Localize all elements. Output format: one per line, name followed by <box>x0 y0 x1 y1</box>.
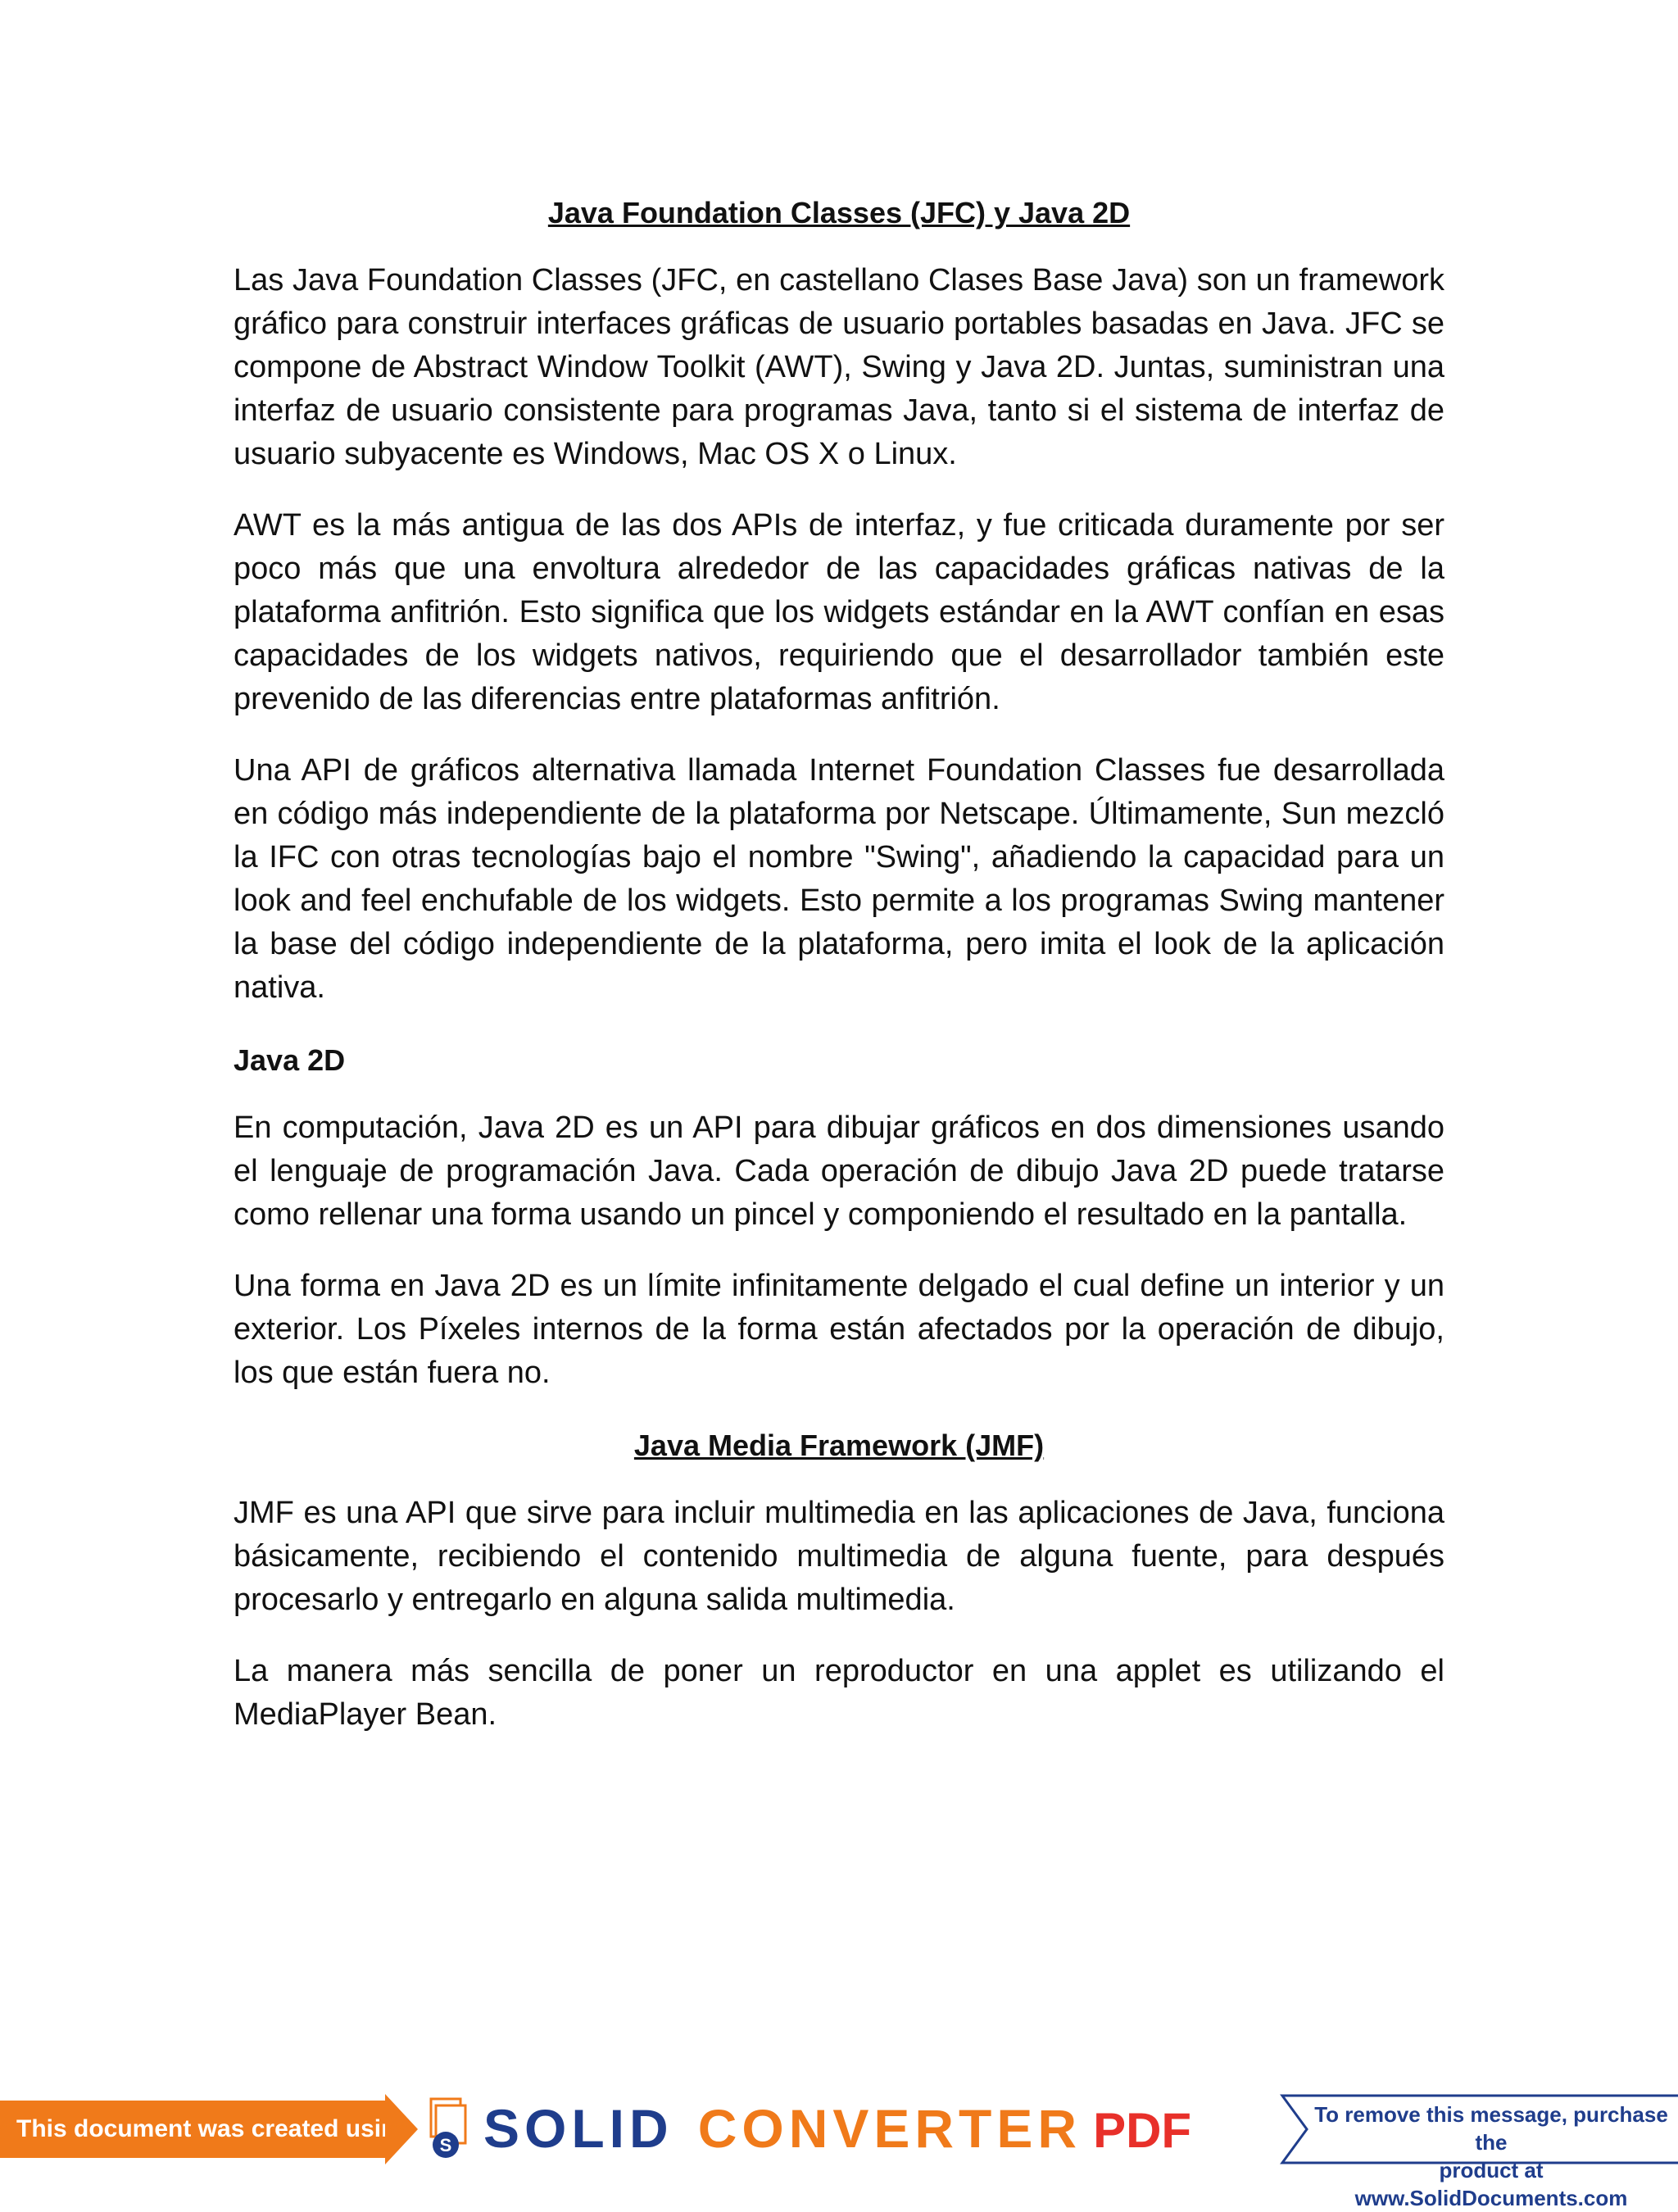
subheading-java-2d: Java 2D <box>234 1043 346 1077</box>
paragraph-java2d-shape: Una forma en Java 2D es un límite infinitamente delgado el cual define un interior y un exterior. Los Píxeles internos de la forma están afectados por la operación de dibujo, los que están fuera no. <box>234 1269 1444 1390</box>
solid-converter-pdf-logo <box>483 2096 1191 2161</box>
banner-created-using: This document was created using <box>0 2101 385 2158</box>
brand-pdf: PDF <box>1093 2103 1192 2158</box>
paragraph-jmf-intro: JMF es una API que sirve para incluir multimedia en las aplicaciones de Java, funciona básicamente, recibiendo el contenido multimedia de alguna fuente, para después procesarlo y entregarlo en alguna salida multimedia. <box>234 1496 1444 1617</box>
section-heading-jfc: Java Foundation Classes (JFC) y Java 2D <box>547 196 1131 229</box>
paragraph-awt: AWT es la más antigua de las dos APIs de interfaz, y fue criticada duramente por ser poco más que una envoltura alrededor de las capacidades gráficas nativas de la plataforma anfitrión. Esto significa que los widgets estándar en la AWT confían en esas capacidades de los widgets nativos, requiriendo que el desarrollador también este prevenido de las diferencias entre plataformas anfitrión. <box>234 508 1444 716</box>
brand-solid: SOLID <box>483 2098 673 2159</box>
purchase-message[interactable] <box>1274 2092 1678 2210</box>
paragraph-jfc-intro: Las Java Foundation Classes (JFC, en castellano Clases Base Java) son un framework gráfico para construir interfaces gráficas de usuario portables basadas en Java. JFC se compone de Abstract Window Toolkit (AWT), Swing y Java 2D. Juntas, suministran una interfaz de usuario consistente para programas Java, tanto si el sistema de interfaz de usuario subyacente es Windows, Mac OS X o Linux. <box>234 263 1444 471</box>
brand-converter: CONVERTER <box>697 2098 1082 2159</box>
purchase-message-line1: To remove this message, purchase the <box>1314 2102 1668 2155</box>
watermark-banner <box>0 2086 1678 2210</box>
purchase-message-line2: product at www.SolidDocuments.com <box>1354 2158 1628 2210</box>
paragraph-ifc-swing: Una API de gráficos alternativa llamada Internet Foundation Classes fue desarrollada en código más independiente de la plataforma por Netscape. Últimamente, Sun mezcló la IFC con otras tecnologías bajo el nombre "Swing", añadiendo la capacidad para un look and feel enchufable de los widgets. Esto permite a los programas Swing mantener la base del código independiente de la plataforma, pero imita el look de la aplicación nativa. <box>234 753 1444 1005</box>
paragraph-jmf-applet: La manera más sencilla de poner un reproductor en una applet es utilizando el MediaPlayer Bean. <box>234 1654 1444 1732</box>
svg-text:S: S <box>439 2135 452 2155</box>
purchase-message-text <box>1311 2101 1671 2212</box>
solid-documents-logo-icon <box>426 2096 469 2161</box>
section-heading-jmf: Java Media Framework (JMF) <box>633 1428 1045 1462</box>
document-body <box>234 190 1444 1765</box>
banner-arrow-icon <box>385 2094 418 2164</box>
paragraph-java2d-api: En computación, Java 2D es un API para dibujar gráficos en dos dimensiones usando el lenguaje de programación Java. Cada operación de dibujo Java 2D puede tratarse como rellenar una forma usando un pincel y componiendo el resultado en la pantalla. <box>234 1111 1444 1232</box>
